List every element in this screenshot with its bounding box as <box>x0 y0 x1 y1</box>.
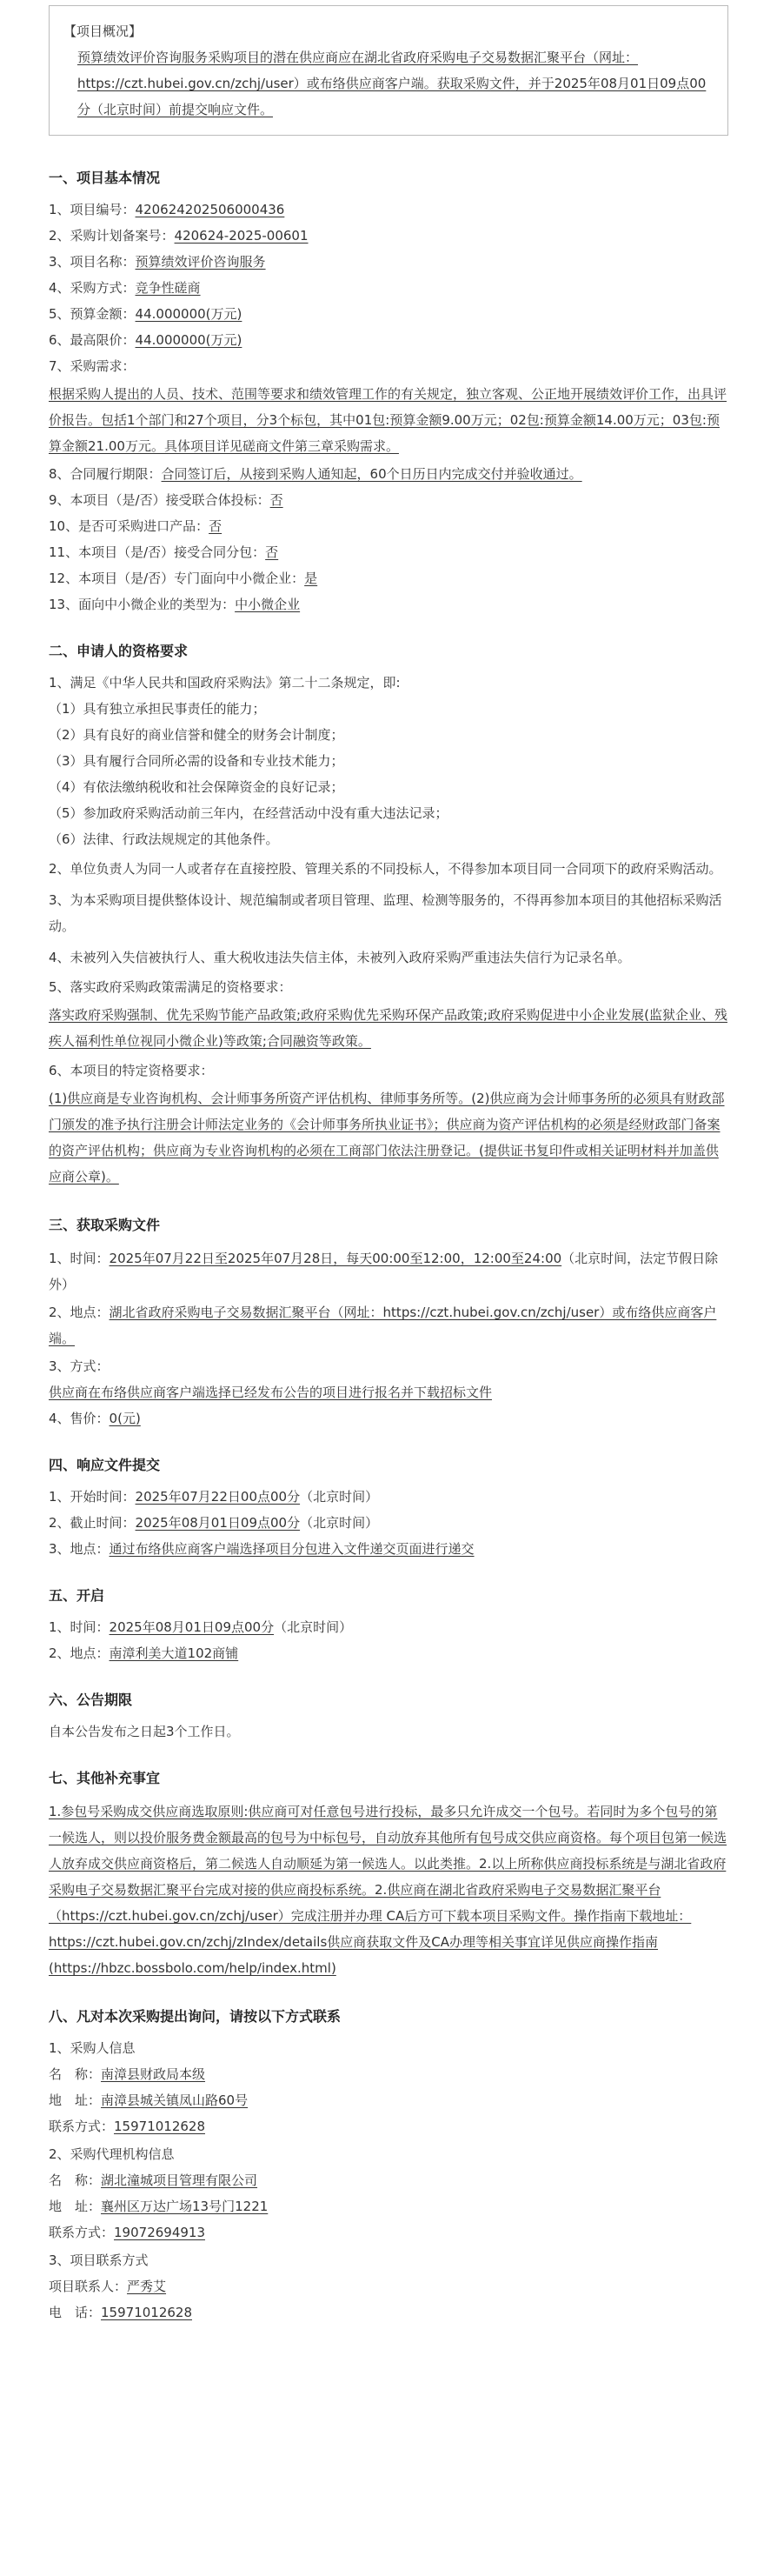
submission-start: 1、开始时间：2025年07月22日00点00分（北京时间） <box>49 1489 379 1505</box>
section-title-notice-period: 六、公告期限 <box>49 1692 133 1708</box>
section-title-opening: 五、开启 <box>49 1587 105 1604</box>
section-title-submission: 四、响应文件提交 <box>49 1457 161 1473</box>
qualification-intro: 1、满足《中华人民共和国政府采购法》第二十二条规定，即: <box>49 675 401 691</box>
agency-heading: 2、采购代理机构信息 <box>49 2146 175 2162</box>
opening-place: 2、地点：南漳利美大道102商铺 <box>49 1645 239 1661</box>
item-subcontract: 11、本项目（是/否）接受合同分包：否 <box>49 544 279 560</box>
agency-address: 地 址：襄州区万达广场13号门1221 <box>49 2199 269 2214</box>
qualification-p4: 4、未被列入失信被执行人、重大税收违法失信主体，未被列入政府采购严重违法失信行为记录名单。 <box>49 950 631 965</box>
qualification-p5-label: 5、落实政府采购政策需满足的资格要求： <box>49 979 292 995</box>
section-title-supplementary: 七、其他补充事宜 <box>49 1770 161 1786</box>
purchaser-heading: 1、采购人信息 <box>49 2040 136 2056</box>
overview-heading: 【项目概况】 <box>63 23 143 39</box>
qualification-condition: （4）有依法缴纳税收和社会保障资金的良好记录； <box>49 779 344 795</box>
item-sme: 12、本项目（是/否）专门面向中小微企业：是 <box>49 571 318 586</box>
qualification-p6-label: 6、本项目的特定资格要求： <box>49 1063 214 1078</box>
supplementary-text: 1.参包号采购成交供应商选取原则:供应商可对任意包号进行投标，最多只允许成交一个包号。若同时为多个包号的第一候选人，则以投价服务费金额最高的包号为中标包号，自动放弃其他所有包号成交供应商资格。每个项目包第一候选人放弃成交供应商资格后，第二候选人自动顺延为第一候选人。以此类推。2.以上所称供应商投标系统是与湖北省政府采购电子交易数据汇聚平台完成对接的供应商投标系统。2.供应商在湖北省政府采购电子交易数据汇聚平台（https://czt.hubei.gov.cn/zchj/user）完成注册并办理 CA后方可下载本项目采购文件。操作指南下载地址：https://czt.hubei.gov.cn/zchj/zIndex/details供应商获取文件及CA办理等相关事宜详见供应商操作指南(https://hbzc.bossbolo.com/help/index.html) <box>49 1804 727 1976</box>
item-plan-number: 2、采购计划备案号：420624-2025-00601 <box>49 228 309 244</box>
qualification-p3: 3、为本采购项目提供整体设计、规范编制或者项目管理、监理、检测等服务的，不得再参加本项目的其他招标采购活动。 <box>49 892 722 934</box>
overview-text: 预算绩效评价咨询服务采购项目的潜在供应商应在湖北省政府采购电子交易数据汇聚平台（网址：https://czt.hubei.gov.cn/zchj/user）或布络供应商客户端。获取采购文件，并于2025年08月01日09点00分（北京时间）前提交响应文件。 <box>77 50 707 117</box>
obtain-price: 4、售价：0(元) <box>49 1411 141 1426</box>
project-contact-heading: 3、项目联系方式 <box>49 2252 149 2268</box>
item-budget: 5、预算金额：44.000000(万元) <box>49 306 242 322</box>
obtain-method-label: 3、方式： <box>49 1358 110 1374</box>
item-project-number: 1、项目编号：420624202506000436 <box>49 202 285 217</box>
item-project-name: 3、项目名称：预算绩效评价咨询服务 <box>49 254 266 270</box>
section-title-obtain-docs: 三、获取采购文件 <box>49 1217 161 1233</box>
qualification-p5-text: 落实政府采购强制、优先采购节能产品政策;政府采购优先采购环保产品政策;政府采购促进中小企业发展(监狱企业、残疾人福利性单位视同小微企业)等政策;合同融资等政策。 <box>49 1007 727 1049</box>
section-title-basic-info: 一、项目基本情况 <box>49 170 161 186</box>
item-import: 10、是否可采购进口产品：否 <box>49 518 222 534</box>
qualification-condition: （1）具有独立承担民事责任的能力； <box>49 701 266 717</box>
qualification-condition: （2）具有良好的商业信誉和健全的财务会计制度； <box>49 727 344 743</box>
qualification-condition: （3）具有履行合同所必需的设备和专业技术能力； <box>49 753 344 769</box>
obtain-place: 2、地点：湖北省政府采购电子交易数据汇聚平台（网址：https://czt.hubei.gov.cn/zchj/user）或布络供应商客户端。 <box>49 1305 717 1346</box>
section-title-qualifications: 二、申请人的资格要求 <box>49 643 189 659</box>
qualification-p2: 2、单位负责人为同一人或者存在直接控股、管理关系的不同投标人，不得参加本项目同一合同项下的政府采购活动。 <box>49 861 722 877</box>
item-demand-label: 7、采购需求： <box>49 358 136 374</box>
item-max-price: 6、最高限价：44.000000(万元) <box>49 332 242 348</box>
purchaser-name: 名 称：南漳县财政局本级 <box>49 2066 206 2082</box>
opening-time: 1、时间：2025年08月01日09点00分（北京时间） <box>49 1619 353 1635</box>
submission-end: 2、截止时间：2025年08月01日09点00分（北京时间） <box>49 1515 379 1531</box>
item-procurement-method: 4、采购方式：竞争性磋商 <box>49 280 201 296</box>
project-contact-person: 项目联系人：严秀艾 <box>49 2279 167 2294</box>
project-contact-phone: 电 话：15971012628 <box>49 2305 192 2320</box>
obtain-time: 1、时间：2025年07月22日至2025年07月28日，每天00:00至12:00，12:00至24:00（北京时间，法定节假日除外） <box>49 1251 719 1292</box>
purchaser-address: 地 址：南漳县城关镇凤山路60号 <box>49 2092 249 2108</box>
obtain-method-text: 供应商在布络供应商客户端选择已经发布公告的项目进行报名并下载招标文件 <box>49 1385 493 1400</box>
item-contract-period: 8、合同履行期限：合同签订后，从接到采购人通知起，60个日历日内完成交付并验收通过。 <box>49 466 582 482</box>
agency-name: 名 称：湖北潼城项目管理有限公司 <box>49 2172 258 2188</box>
item-sme-type: 13、面向中小微企业的类型为：中小微企业 <box>49 597 301 612</box>
qualification-condition: （6）法律、行政法规规定的其他条件。 <box>49 831 279 847</box>
notice-period-text: 自本公告发布之日起3个工作日。 <box>49 1724 240 1739</box>
qualification-condition: （5）参加政府采购活动前三年内，在经营活动中没有重大违法记录； <box>49 805 448 821</box>
demand-text: 根据采购人提出的人员、技术、范围等要求和绩效管理工作的有关规定，独立客观、公正地开展绩效评价工作，出具评价报告。包括1个部门和27个项目，分3个标包，其中01包:预算金额9.00万元；02包:预算金额14.00万元；03包:预算金额21.00万元。具体项目详见磋商文件第三章采购需求。 <box>49 386 727 454</box>
submission-place: 3、地点：通过布络供应商客户端选择项目分包进入文件递交页面进行递交 <box>49 1541 475 1557</box>
section-title-contacts: 八、凡对本次采购提出询问，请按以下方式联系 <box>49 2008 342 2025</box>
item-joint-bid: 9、本项目（是/否）接受联合体投标：否 <box>49 492 283 508</box>
overview-box <box>49 5 728 136</box>
qualification-p6-text: (1)供应商是专业咨询机构、会计师事务所资产评估机构、律师事务所等。(2)供应商为会计师事务所的必须具有财政部门颁发的准予执行注册会计师法定业务的《会计师事务所执业证书》；供应商为资产评估机构的必须是经财政部门备案的资产评估机构；供应商为专业咨询机构的必须在工商部门依法注册登记。(提供证书复印件或相关证明材料并加盖供应商公章)。 <box>49 1091 725 1185</box>
purchaser-contact: 联系方式：15971012628 <box>49 2119 205 2134</box>
agency-contact: 联系方式：19072694913 <box>49 2225 205 2240</box>
